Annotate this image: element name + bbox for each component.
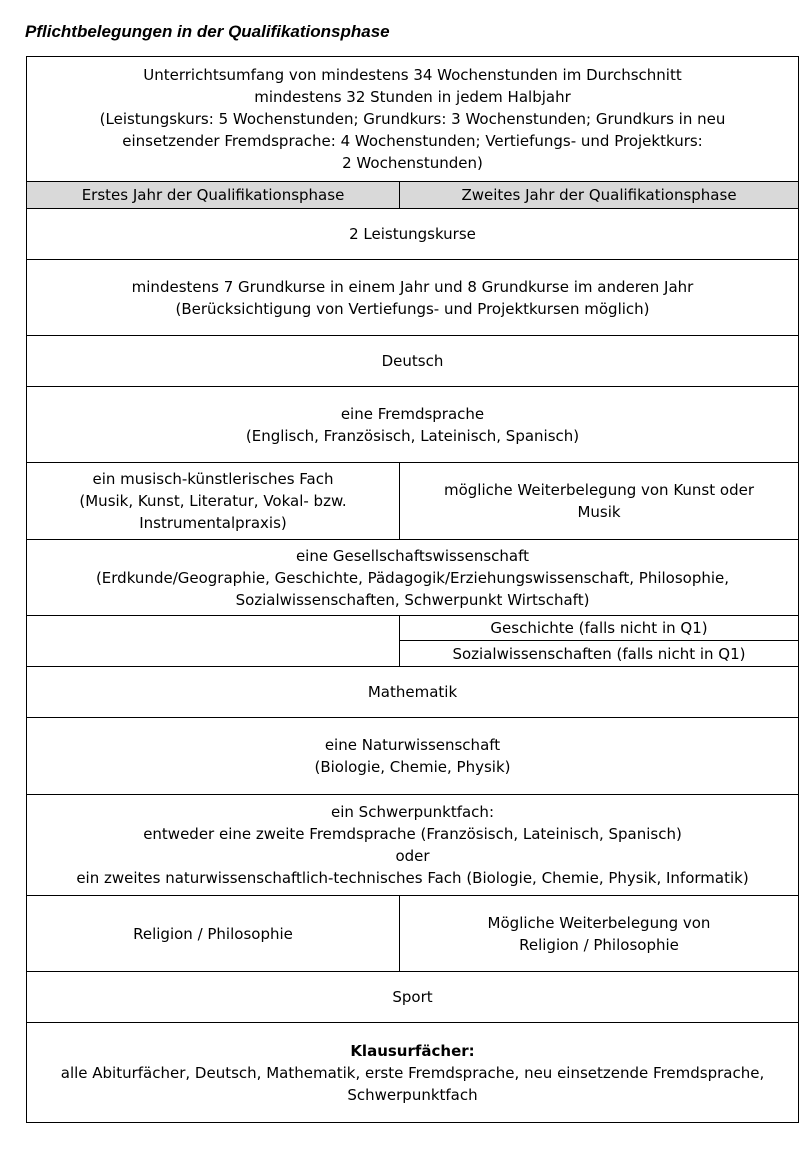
intro-row [27,57,799,182]
cell-line: (Biologie, Chemie, Physik) [314,758,511,776]
naturwissenschaft-cell [27,718,799,795]
fremdsprache-cell [27,387,799,463]
header-second-year: Zweites Jahr der Qualifikationsphase [400,182,799,209]
table-row [27,540,799,616]
cell-line: ein Schwerpunktfach: [331,803,494,821]
cell-line: (Englisch, Französisch, Lateinisch, Spanisch) [245,426,580,445]
table-row [27,667,799,718]
cell-line: oder [395,847,430,865]
cell-line: ein musisch-künstlerisches Fach [92,470,334,488]
cell-line: Instrumentalpraxis) [139,514,287,532]
schwerpunkt-cell [27,795,799,896]
leistungskurse-cell: 2 Leistungskurse [27,209,799,260]
cell-line: Religion / Philosophie [519,935,679,954]
intro-line: mindestens 32 Stunden in jedem Halbjahr [254,88,571,106]
intro-line: Unterrichtsumfang von mindestens 34 Wochenstunden im Durchschnitt [143,66,682,84]
table-row [27,387,799,463]
table-row [27,718,799,795]
table-row [27,260,799,336]
sozialwissenschaften-cell: Sozialwissenschaften (falls nicht in Q1) [400,641,799,667]
grundkurse-cell [27,260,799,336]
table-row [27,795,799,896]
cell-line: Schwerpunktfach [347,1085,478,1104]
religion-right-cell [400,896,799,972]
table-row [27,336,799,387]
cell-line: entweder eine zweite Fremdsprache (Französisch, Lateinisch, Spanisch) [143,825,682,843]
cell-line: mindestens 7 Grundkurse in einem Jahr und 8 Grundkurse im anderen Jahr [131,277,694,296]
religion-left-cell: Religion / Philosophie [27,896,400,972]
header-row [27,182,799,209]
mathematik-cell: Mathematik [27,667,799,718]
table-row [27,463,799,540]
intro-line: 2 Wochenstunden) [342,154,483,172]
table-row [27,616,799,641]
cell-line: ein zweites naturwissenschaftlich-technisches Fach (Biologie, Chemie, Physik, Informatik) [76,869,749,887]
intro-cell [27,57,799,182]
gesellschaft-cell [27,540,799,616]
table-row [27,896,799,972]
cell-line: eine Gesellschaftswissenschaft [295,546,530,565]
requirements-table [26,56,799,1123]
cell-line: alle Abiturfächer, Deutsch, Mathematik, erste Fremdsprache, neu einsetzende Fremdsprache, [60,1063,765,1082]
sport-cell: Sport [27,972,799,1023]
cell-line: Sozialwissenschaften, Schwerpunkt Wirtschaft) [235,590,590,609]
musisch-right-cell [400,463,799,540]
cell-line: Mögliche Weiterbelegung von [487,913,711,932]
deutsch-cell: Deutsch [27,336,799,387]
cell-line: eine Fremdsprache [340,404,485,423]
intro-line: einsetzender Fremdsprache: 4 Wochenstunden; Vertiefungs- und Projektkurs: [122,132,703,150]
intro-line: (Leistungskurs: 5 Wochenstunden; Grundkurs: 3 Wochenstunden; Grundkurs in neu [99,110,726,128]
header-first-year: Erstes Jahr der Qualifikationsphase [27,182,400,209]
empty-cell [27,616,400,667]
cell-line: (Erdkunde/Geographie, Geschichte, Pädagogik/Erziehungswissenschaft, Philosophie, [95,568,730,587]
table-row [27,209,799,260]
cell-line: eine Naturwissenschaft [324,736,501,754]
cell-line: (Berücksichtigung von Vertiefungs- und Projektkursen möglich) [175,299,650,318]
table-row [27,1023,799,1123]
cell-line: mögliche Weiterbelegung von Kunst oder [444,481,754,499]
cell-line: Musik [577,503,621,521]
klausur-cell [27,1023,799,1123]
geschichte-cell: Geschichte (falls nicht in Q1) [400,616,799,641]
musisch-left-cell [27,463,400,540]
table-row [27,972,799,1023]
page-title: Pflichtbelegungen in der Qualifikationsphase [25,22,390,41]
cell-line: (Musik, Kunst, Literatur, Vokal- bzw. [79,492,347,510]
klausur-title: Klausurfächer: [350,1041,475,1060]
